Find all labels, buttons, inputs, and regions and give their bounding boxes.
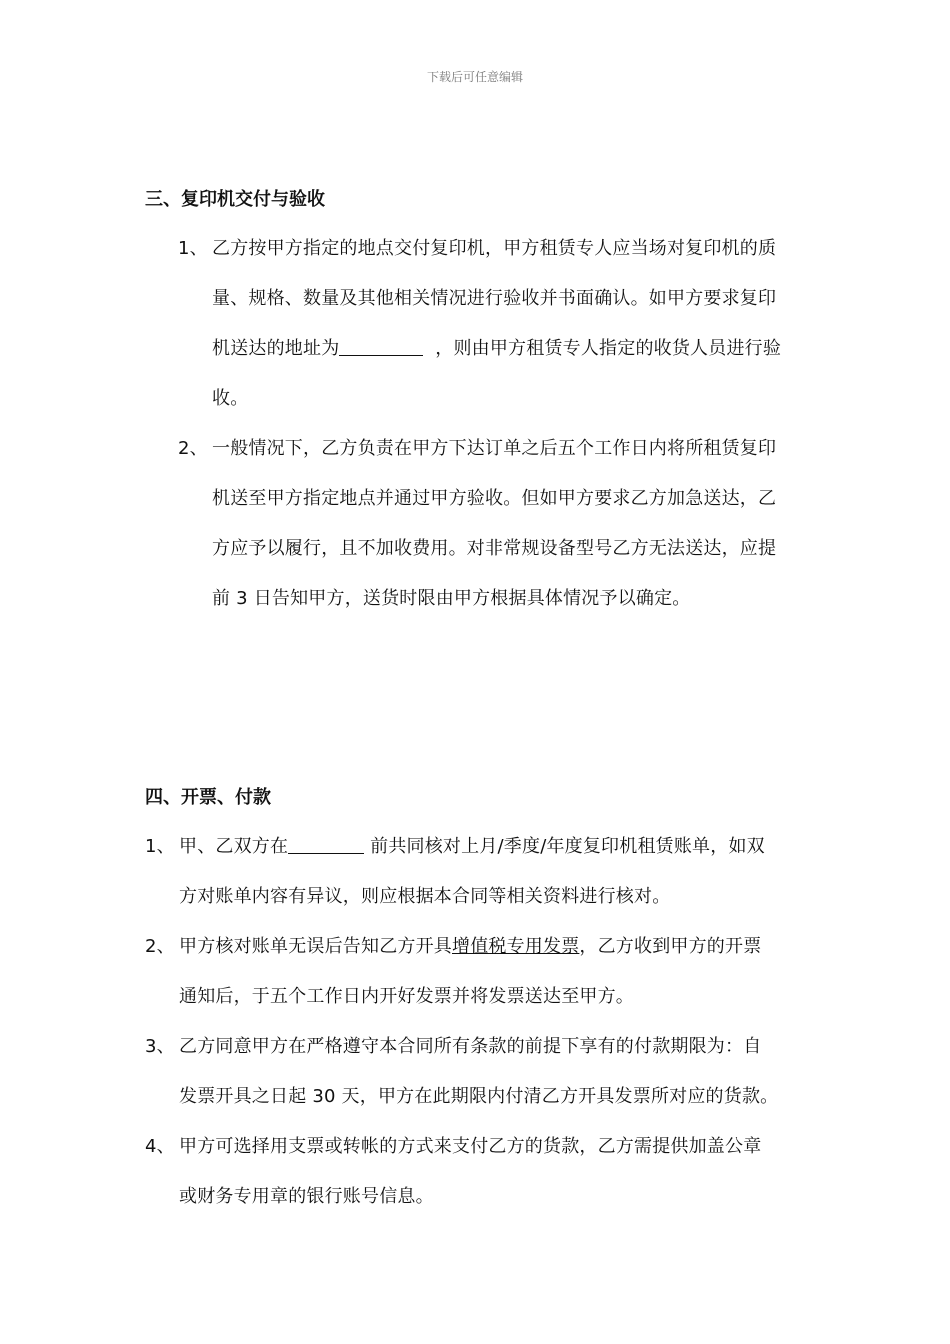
item-line: 发票开具之日起 30 天，甲方在此期限内付清乙方开具发票所对应的货款。: [179, 1086, 779, 1107]
item-line: [179, 922, 825, 972]
item-number: 2、: [145, 936, 175, 957]
item-line: [179, 822, 825, 872]
item-line: 方应予以履行，且不加收费用。对非常规设备型号乙方无法送达，应提: [212, 538, 777, 559]
item-line: 乙方按甲方指定的地点交付复印机，甲方租赁专人应当场对复印机的质: [212, 238, 777, 259]
item-line: [212, 324, 818, 374]
item-line: 前 3 日告知甲方，送货时限由甲方根据具体情况予以确定。: [212, 588, 691, 609]
address-blank: [339, 337, 423, 356]
text-after-underline: ，乙方收到甲方的开票: [579, 936, 762, 957]
item-number: 4、: [145, 1136, 175, 1157]
section-3-item-2: [178, 424, 818, 624]
item-line: 通知后，于五个工作日内开好发票并将发票送达至甲方。: [179, 986, 634, 1007]
text-before-underline: 甲方核对账单无误后告知乙方开具: [179, 936, 452, 957]
section-3-item-1: [178, 224, 818, 424]
item-number: 1、: [178, 238, 208, 259]
text-after-blank: ，则由甲方租赁专人指定的收货人员进行验: [435, 338, 782, 359]
vat-invoice-term: 增值税专用发票: [452, 936, 580, 957]
item-number: 2、: [178, 438, 208, 459]
item-number: 3、: [145, 1036, 175, 1057]
page-header: 下载后可任意编辑: [426, 70, 523, 84]
section-3-title: 三、复印机交付与验收: [145, 189, 325, 210]
section-4-item-1: [145, 822, 825, 922]
text-before-blank: 机送达的地址为: [212, 338, 340, 359]
item-line: 收。: [212, 388, 249, 409]
date-blank: [288, 835, 364, 854]
text-after-blank: 前共同核对上月/季度/年度复印机租赁账单，如双: [370, 836, 765, 857]
item-line: 机送至甲方指定地点并通过甲方验收。但如甲方要求乙方加急送达，乙: [212, 488, 777, 509]
item-number: 1、: [145, 836, 175, 857]
item-line: 一般情况下，乙方负责在甲方下达订单之后五个工作日内将所租赁复印: [212, 438, 777, 459]
section-4-item-3: [145, 1022, 825, 1122]
item-line: 方对账单内容有异议，则应根据本合同等相关资料进行核对。: [179, 886, 671, 907]
text-before-blank: 甲、乙双方在: [179, 836, 289, 857]
section-4-title: 四、开票、付款: [145, 787, 271, 808]
item-line: 或财务专用章的银行账号信息。: [179, 1186, 434, 1207]
section-4-item-4: [145, 1122, 825, 1222]
item-line: 甲方可选择用支票或转帐的方式来支付乙方的货款，乙方需提供加盖公章: [179, 1136, 762, 1157]
item-line: 量、规格、数量及其他相关情况进行验收并书面确认。如甲方要求复印: [212, 288, 777, 309]
section-4-item-2: [145, 922, 825, 1022]
item-line: 乙方同意甲方在严格遵守本合同所有条款的前提下享有的付款期限为：自: [179, 1036, 762, 1057]
